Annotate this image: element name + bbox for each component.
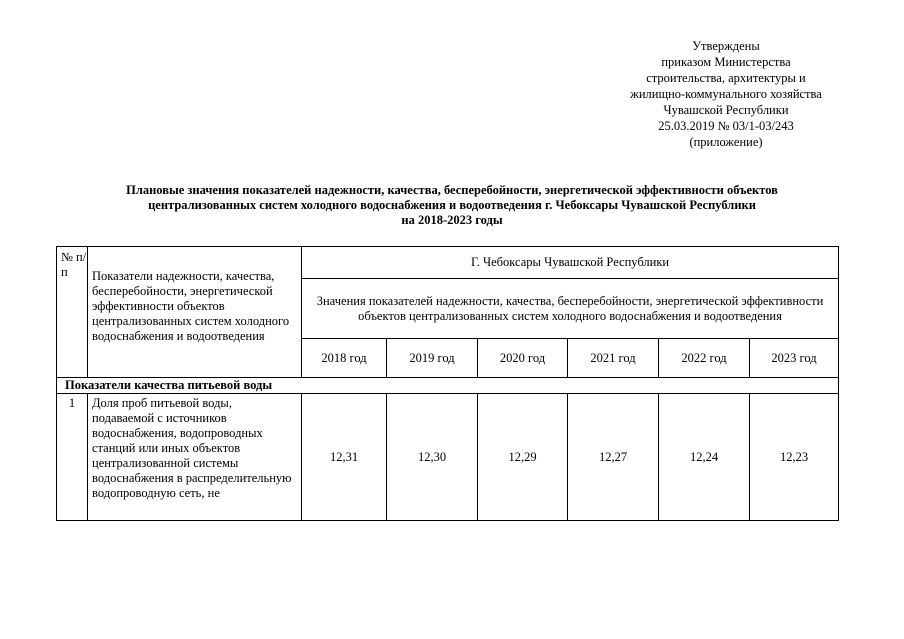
title-line: централизованных систем холодного водоснабжения и водоотведения г. Чебоксары Чувашской Республики bbox=[148, 198, 756, 212]
row-value: 12,31 bbox=[302, 394, 387, 521]
approval-line: (приложение) bbox=[689, 135, 763, 149]
year-header: 2020 год bbox=[478, 339, 568, 378]
year-header: 2018 год bbox=[302, 339, 387, 378]
approval-line: Утверждены bbox=[692, 39, 760, 53]
row-value: 12,27 bbox=[568, 394, 659, 521]
approval-block bbox=[606, 38, 846, 150]
indicator-header: Показатели надежности, качества, бесперебойности, энергетической эффективности объектов централизованных систем холодного водоснабжения и водоотведения bbox=[88, 247, 302, 378]
region-header: Г. Чебоксары Чувашской Республики bbox=[302, 247, 839, 279]
section-title: Показатели качества питьевой воды bbox=[57, 378, 839, 394]
document-title bbox=[60, 183, 844, 228]
approval-line: Чувашской Республики bbox=[663, 103, 789, 117]
row-value: 12,30 bbox=[387, 394, 478, 521]
year-header: 2023 год bbox=[750, 339, 839, 378]
approval-line: жилищно-коммунального хозяйства bbox=[630, 87, 822, 101]
year-header: 2019 год bbox=[387, 339, 478, 378]
row-number: 1 bbox=[57, 394, 88, 521]
approval-line: строительства, архитектуры и bbox=[646, 71, 806, 85]
year-header: 2022 год bbox=[659, 339, 750, 378]
row-value: 12,24 bbox=[659, 394, 750, 521]
row-value: 12,29 bbox=[478, 394, 568, 521]
indicators-table bbox=[56, 246, 839, 521]
approval-line: приказом Министерства bbox=[661, 55, 791, 69]
year-header: 2021 год bbox=[568, 339, 659, 378]
title-line: на 2018-2023 годы bbox=[401, 213, 503, 227]
approval-line: 25.03.2019 № 03/1-03/243 bbox=[658, 119, 794, 133]
values-header: Значения показателей надежности, качества, бесперебойности, энергетической эффективности объектов централизованных систем холодного водоснабжения и водоотведения bbox=[302, 279, 839, 339]
row-value: 12,23 bbox=[750, 394, 839, 521]
num-header: № п/п bbox=[57, 247, 88, 378]
row-indicator: Доля проб питьевой воды, подаваемой с источников водоснабжения, водопроводных станций или иных объектов централизованной системы водоснабжения в распределительную водопроводную сеть, не bbox=[88, 394, 302, 521]
title-line: Плановые значения показателей надежности, качества, бесперебойности, энергетической эффективности объектов bbox=[126, 183, 778, 197]
table-row bbox=[57, 394, 839, 521]
